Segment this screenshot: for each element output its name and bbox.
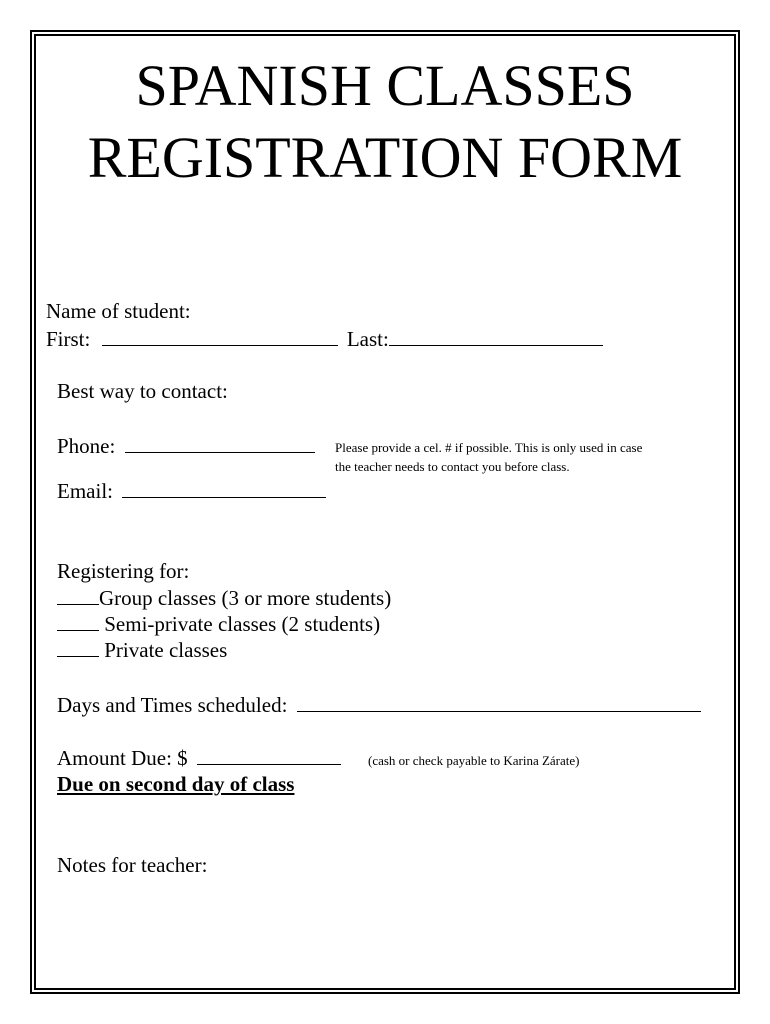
option-private-label: Private classes	[104, 638, 228, 662]
option-group-blank[interactable]	[57, 588, 99, 605]
option-private-blank[interactable]	[57, 640, 99, 657]
first-name-field[interactable]	[102, 329, 338, 346]
form-title-line1: SPANISH CLASSES	[135, 53, 635, 118]
option-semiprivate-row	[57, 611, 380, 637]
contact-heading: Best way to contact:	[57, 379, 228, 403]
phone-note-line2: the teacher needs to contact you before class.	[335, 459, 570, 474]
schedule-label: Days and Times scheduled:	[57, 693, 288, 717]
due-notice: Due on second day of class	[57, 772, 295, 796]
amount-field[interactable]	[197, 748, 341, 765]
email-field[interactable]	[122, 481, 326, 498]
schedule-field[interactable]	[297, 695, 701, 712]
phone-row	[57, 433, 315, 459]
option-private-row	[57, 637, 227, 663]
option-semiprivate-blank[interactable]	[57, 614, 99, 631]
registering-heading: Registering for:	[57, 559, 190, 583]
amount-label: Amount Due: $	[57, 746, 188, 770]
amount-note: (cash or check payable to Karina Zárate)	[368, 753, 580, 768]
first-name-row	[46, 326, 603, 352]
schedule-row	[57, 692, 701, 718]
notes-label: Notes for teacher:	[57, 853, 208, 877]
last-name-label: Last:	[346, 327, 389, 351]
last-name-field[interactable]	[389, 329, 603, 346]
phone-field[interactable]	[125, 436, 315, 453]
notes-area[interactable]	[57, 880, 717, 980]
option-group-row	[57, 585, 391, 611]
option-group-label: Group classes (3 or more students)	[99, 586, 392, 610]
amount-row	[57, 745, 341, 771]
form-title-line2: REGISTRATION FORM	[87, 125, 683, 190]
email-label: Email:	[57, 479, 113, 503]
phone-label: Phone:	[57, 434, 116, 458]
option-semiprivate-label: Semi-private classes (2 students)	[104, 612, 381, 636]
first-name-label: First:	[46, 327, 91, 351]
phone-note-line1: Please provide a cel. # if possible. This is only used in case	[335, 440, 643, 455]
email-row	[57, 478, 326, 504]
student-name-heading: Name of student:	[46, 299, 191, 323]
